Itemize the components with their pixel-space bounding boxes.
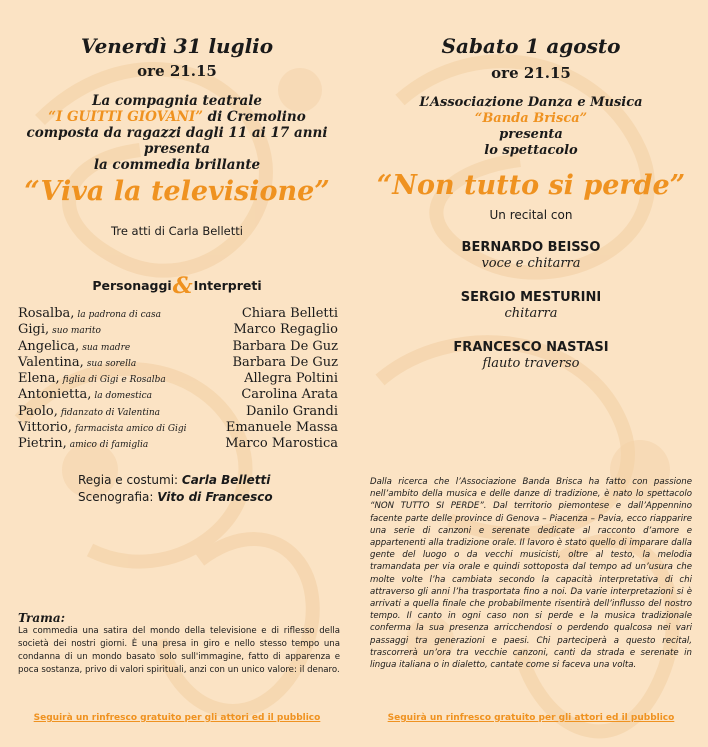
refreshment-note: Seguirà un rinfresco gratuito per gli attori ed il pubblico [33, 713, 321, 723]
event-time: ore 21.15 [491, 64, 571, 82]
role-name: Valentina, [18, 354, 84, 370]
cast-row [18, 387, 338, 403]
cast-row [18, 339, 338, 355]
cast-row [18, 404, 338, 420]
actor-name: Emanuele Massa [225, 420, 338, 436]
cast-heading [0, 273, 354, 299]
performer-instrument: flauto traverso [482, 356, 580, 371]
intro-line: La compagnia teatrale [92, 93, 262, 109]
regia-label: Regia e costumi: [78, 473, 182, 487]
actor-name: Barbara De Guz [232, 354, 338, 370]
performer-name: FRANCESCO NASTASI [453, 340, 609, 355]
scenografia-label: Scenografia: [78, 490, 158, 504]
role-description: sua sorella [86, 358, 137, 369]
cast-row [18, 371, 338, 387]
play-subtitle: Tre atti di Carla Belletti [111, 224, 243, 238]
event-date: Venerdì 31 luglio [80, 34, 274, 58]
scenografia-value: Vito di Francesco [157, 490, 273, 504]
band-name: “Banda Brisca” [474, 111, 588, 126]
role-description: amico di famiglia [69, 440, 149, 451]
event-date: Sabato 1 agosto [441, 34, 621, 58]
performer [354, 240, 708, 273]
cast-row [18, 306, 338, 322]
role-name: Paolo, [18, 403, 58, 419]
company-suffix: di Cremolino [202, 109, 306, 125]
actor-name: Allegra Poltini [244, 371, 338, 387]
performer-instrument: voce e chitarra [481, 256, 581, 271]
role-description: la padrona di casa [77, 310, 162, 320]
cast-heading-part: Personaggi [92, 278, 172, 293]
performer-instrument: chitarra [504, 306, 558, 321]
regia-line [78, 472, 273, 489]
role-description: fidanzato di Valentina [60, 407, 160, 418]
intro-line: la commedia brillante [93, 157, 261, 173]
ampersand-ornament: & [172, 273, 193, 299]
role-name: Pietrin, [18, 436, 67, 452]
role-description: sua madre [82, 342, 131, 353]
role-name: Elena, [18, 371, 60, 387]
production-credits [78, 472, 273, 506]
cast-row [18, 355, 338, 371]
company-name: “I GUITTI GIOVANI” [48, 109, 203, 125]
role-description: farmacista amico di Gigi [74, 424, 187, 435]
performer-name: SERGIO MESTURINI [460, 290, 602, 305]
plot-label: Trama: [18, 611, 66, 625]
actor-name: Carolina Arata [241, 387, 338, 403]
intro-line: composta da ragazzi dagli 11 ai 17 anni [26, 125, 328, 141]
role-description: la domestica [94, 391, 153, 402]
cast-heading-part: Interpreti [193, 278, 262, 293]
refreshment-note: Seguirà un rinfresco gratuito per gli attori ed il pubblico [387, 713, 675, 723]
role-name: Gigi, [18, 322, 50, 338]
cast-list [18, 306, 338, 453]
company-intro [0, 93, 354, 173]
role-description: figlia di Gigi e Rosalba [62, 375, 166, 386]
show-description: Dalla ricerca che l’Associazione Banda Brisca ha fatto con passione nell’ambito della musica e delle danze di tradizione, è nato lo spettacolo “NON TUTTO SI PERDE”. Dal territorio piemontese e dall’Appennino facente parte delle province di Genova – Piacenza – Pavia, ecco riapparire una serie di canzoni e serenate dedicate al racconto d’amore e appartenenti alla tradizione orale. Il lavoro è stato quello di imparare dalla gente del luogo o da vecchi musicisti, oltre al testo, la melodia tramandata per via orale e quindi sottoposta dal tempo ad un’usura che molte volte l’ha cambiata secondo la capacità interpretativa di chi attraverso gli anni l’ha trasportata fino a noi. Da varie interpretazioni si è arrivati a quella finale che probabilmente risentirà dell’influsso del nostro tempo. Il canto in ogni caso non si perde e la musica tradizionale conferma la sua presenza arricchendosi o perdendo qualcosa nei vari passaggi tra generazioni e paesi. Chi parteciperà a questo recital, trascorrerà un’ora tra vecchie canzoni, canti da strada e serenate in lingua italiana o in dialetto, cantate come si faceva una volta. [370, 477, 692, 671]
scenografia-line [78, 489, 273, 506]
actor-name: Danilo Grandi [245, 403, 338, 419]
cast-row [18, 322, 338, 338]
cast-row [18, 436, 338, 452]
performer [354, 340, 708, 373]
cast-row [18, 420, 338, 436]
performer [354, 290, 708, 323]
role-name: Rosalba, [18, 306, 75, 321]
actor-name: Marco Marostica [225, 436, 338, 452]
intro-line: lo spettacolo [484, 143, 578, 158]
actor-name: Chiara Belletti [241, 306, 338, 321]
association-intro [354, 95, 708, 159]
intro-line: presenta [143, 141, 211, 157]
show-subtitle: Un recital con [489, 208, 573, 222]
show-title: “Non tutto si perde” [376, 170, 686, 201]
plot-text: La commedia una satira del mondo della televisione e di riflesso della società dei nostri giorni. È una presa in giro e nello stesso tempo una condanna di un mondo basato solo sull'immagine, fatto di apparenza e poca sostanza, privo di valori spirituali, anzi con un unico valore: il denaro. [18, 626, 340, 675]
role-name: Antonietta, [18, 387, 92, 403]
intro-line: presenta [499, 127, 563, 142]
performer-name: BERNARDO BEISSO [461, 240, 601, 255]
intro-line: L’Associazione Danza e Musica [419, 95, 643, 110]
right-panel [354, 0, 708, 747]
actor-name: Barbara De Guz [232, 338, 338, 354]
play-title: “Viva la televisione” [24, 176, 330, 207]
company-line [0, 109, 354, 125]
role-description: suo marito [52, 326, 101, 337]
regia-value: Carla Belletti [181, 473, 271, 487]
event-time: ore 21.15 [137, 62, 217, 80]
actor-name: Marco Regaglio [233, 322, 338, 338]
role-name: Vittorio, [18, 420, 72, 436]
role-name: Angelica, [18, 338, 80, 354]
